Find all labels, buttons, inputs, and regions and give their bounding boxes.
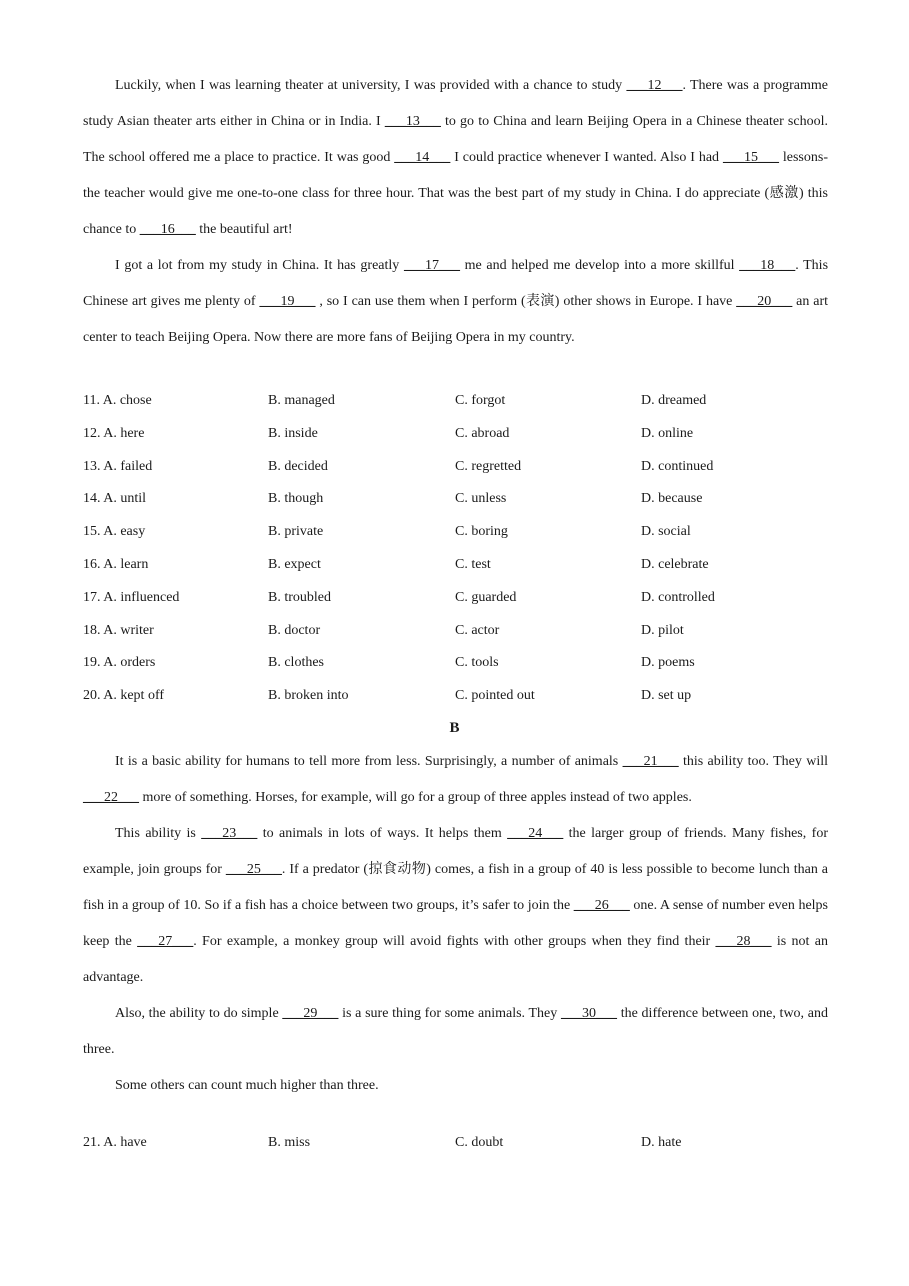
- option-b: B. private: [268, 524, 324, 540]
- passage-a: [83, 68, 828, 356]
- paragraph-text: . If a predator (掠食动物) comes, a fish in a group of 40 is less possible to become lunch than a fish in a group of 10. So if a fish has a choice between two groups, it’s safer to join the: [83, 862, 829, 913]
- option-row: [83, 688, 828, 708]
- option-b: B. inside: [268, 425, 318, 441]
- paragraph-text: me and helped me develop into a more skillful: [459, 258, 740, 273]
- answer-blank: ___26___: [573, 898, 630, 913]
- answer-blank: ___29___: [282, 1006, 339, 1021]
- paragraph-text: , so I can use them when I perform (表演) other shows in Europe. I have: [315, 294, 737, 309]
- paragraph-text: an art center to teach Beijing Opera. Now there are more fans of Beijing Opera in my country.: [83, 294, 828, 345]
- answer-blank: ___20___: [736, 294, 793, 309]
- option-c: C. forgot: [455, 393, 506, 408]
- option-d: D. social: [641, 524, 691, 540]
- passage-b-paragraph-2: [83, 816, 828, 996]
- answer-blank: ___27___: [137, 934, 194, 949]
- paragraph-text: the beautiful art!: [195, 222, 293, 237]
- passage-b-paragraph-1: [83, 744, 828, 816]
- option-b: B. clothes: [268, 655, 324, 671]
- option-c: C. regretted: [455, 458, 522, 474]
- option-b: B. expect: [268, 557, 321, 572]
- paragraph-text: This ability is: [115, 826, 202, 841]
- answer-blank: ___12___: [626, 78, 683, 93]
- option-a: 12. A. here: [83, 425, 145, 441]
- option-d: D. online: [641, 425, 694, 441]
- option-a: 17. A. influenced: [83, 589, 180, 605]
- answer-blank: ___18___: [739, 258, 796, 273]
- paragraph-text: Also, the ability to do simple: [115, 1006, 283, 1021]
- section-b-title: B: [449, 720, 460, 736]
- option-c: C. guarded: [455, 589, 517, 605]
- paragraph-text: lessons-the teacher would give me one-to-one class for three hour. That was the best part of my study in China. I do appreciate (感激) this chance to: [83, 150, 828, 237]
- paragraph-text: to go to China and learn Beijing Opera in a Chinese theater school. The school offered me a place to practice. It was good: [83, 114, 828, 165]
- option-c: C. test: [455, 557, 491, 572]
- option-row: [83, 393, 828, 413]
- option-a: 15. A. easy: [83, 524, 146, 540]
- paragraph-text: the difference between one, two, and three.: [83, 1006, 828, 1057]
- option-a: 20. A. kept off: [83, 688, 165, 704]
- option-row: [83, 623, 828, 643]
- answer-blank: ___15___: [722, 150, 779, 165]
- answer-blank: ___22___: [83, 790, 139, 805]
- option-row: [83, 590, 828, 610]
- option-a: 19. A. orders: [83, 655, 156, 671]
- passage-b-paragraph-4: [83, 1068, 828, 1104]
- answer-blank: ___13___: [384, 114, 441, 129]
- answer-blank: ___14___: [394, 150, 451, 165]
- passage-b-paragraph-3: [83, 996, 828, 1068]
- option-a: 21. A. have: [83, 1135, 147, 1150]
- answer-blank: ___21___: [622, 754, 679, 769]
- option-d: D. hate: [641, 1135, 682, 1150]
- option-b: B. decided: [268, 458, 328, 474]
- option-row: [83, 524, 828, 544]
- option-d: D. dreamed: [641, 393, 707, 408]
- option-b: B. troubled: [268, 589, 331, 605]
- option-b: B. miss: [268, 1135, 311, 1150]
- paragraph-text: I got a lot from my study in China. It has greatly: [115, 258, 404, 273]
- option-d: D. pilot: [641, 622, 684, 638]
- answer-blank: ___25___: [225, 862, 282, 877]
- option-d: D. celebrate: [641, 557, 709, 572]
- answer-blank: ___23___: [201, 826, 258, 841]
- option-a: 13. A. failed: [83, 458, 153, 474]
- paragraph-text: . For example, a monkey group will avoid fights with other groups when they find their: [193, 934, 716, 949]
- passage-a-paragraph-1: [83, 68, 828, 248]
- answer-blank: ___28___: [715, 934, 772, 949]
- option-d: D. continued: [641, 458, 714, 474]
- paragraph-text: I could practice whenever I wanted. Also I had: [450, 150, 723, 165]
- option-row: [83, 459, 828, 479]
- option-c: C. unless: [455, 491, 507, 507]
- option-c: C. actor: [455, 622, 500, 638]
- paragraph-text: Some others can count much higher than three.: [115, 1078, 379, 1093]
- option-d: D. poems: [641, 655, 695, 671]
- paragraph-text: Luckily, when I was learning theater at university, I was provided with a chance to study: [115, 78, 627, 93]
- paragraph-text: . There was a programme study Asian theater arts either in China or in India. I: [83, 78, 829, 129]
- option-c: C. tools: [455, 655, 499, 671]
- option-b: B. though: [268, 491, 324, 507]
- option-a: 18. A. writer: [83, 622, 154, 638]
- option-a: 11. A. chose: [83, 393, 152, 408]
- option-d: D. because: [641, 491, 703, 507]
- paragraph-text: is not an advantage.: [83, 934, 828, 985]
- paragraph-text: . This Chinese art gives me plenty of: [83, 258, 829, 309]
- paragraph-text: to animals in lots of ways. It helps them: [257, 826, 508, 841]
- option-d: D. controlled: [641, 589, 715, 605]
- option-c: C. pointed out: [455, 688, 535, 704]
- option-c: C. boring: [455, 524, 508, 540]
- option-a: 16. A. learn: [83, 557, 149, 572]
- option-row: [83, 491, 828, 511]
- option-a: 14. A. until: [83, 491, 147, 507]
- option-b: B. broken into: [268, 688, 349, 704]
- passage-b: [83, 744, 828, 1104]
- answer-blank: ___19___: [259, 294, 316, 309]
- paragraph-text: is a sure thing for some animals. They: [338, 1006, 561, 1021]
- answer-blank: ___24___: [507, 826, 564, 841]
- paragraph-text: one. A sense of number even helps keep the: [83, 898, 828, 949]
- paragraph-text: more of something. Horses, for example, will go for a group of three apples instead of two apples.: [139, 790, 692, 805]
- option-b: B. doctor: [268, 622, 321, 638]
- answer-blank: ___30___: [561, 1006, 617, 1021]
- option-row: [83, 1135, 828, 1155]
- option-row: [83, 557, 828, 577]
- option-b: B. managed: [268, 393, 335, 408]
- paragraph-text: the larger group of friends. Many fishes, for example, join groups for: [83, 826, 828, 877]
- option-row: [83, 655, 828, 675]
- paragraph-text: It is a basic ability for humans to tell more from less. Surprisingly, a number of animals: [115, 754, 623, 769]
- paragraph-text: this ability too. They will: [678, 754, 829, 769]
- passage-a-paragraph-2: [83, 248, 828, 356]
- option-c: C. abroad: [455, 425, 510, 441]
- answer-blank: ___17___: [403, 258, 460, 273]
- option-row: [83, 426, 828, 446]
- option-c: C. doubt: [455, 1135, 504, 1150]
- answer-blank: ___16___: [139, 222, 196, 237]
- option-d: D. set up: [641, 688, 692, 704]
